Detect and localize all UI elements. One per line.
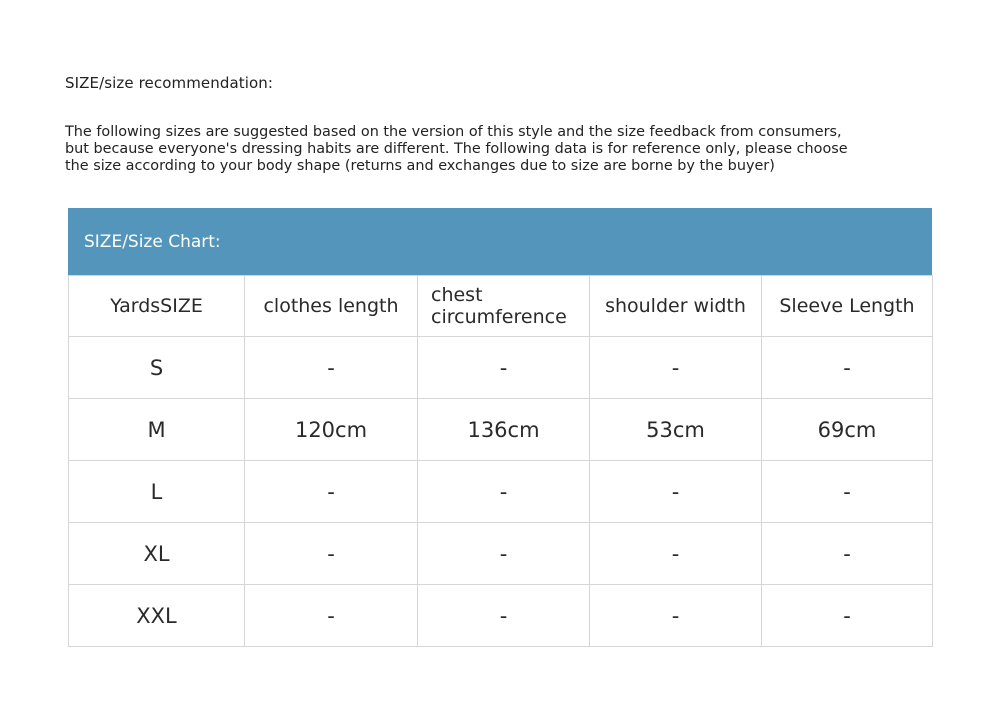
- size-label: XL: [69, 523, 245, 585]
- intro-paragraph: The following sizes are suggested based on the version of this style and the size feedback from consumers, but because everyone's dressing habits are different. The following data is for reference only, please choose the size according to your body shape (returns and exchanges due to size are borne by the buyer): [65, 124, 848, 174]
- sleeve-length-value: 69cm: [762, 399, 933, 461]
- sleeve-length-value: -: [762, 337, 933, 399]
- shoulder-width-value: -: [590, 523, 762, 585]
- sleeve-length-value: -: [762, 461, 933, 523]
- size-label: S: [69, 337, 245, 399]
- shoulder-width-value: 53cm: [590, 399, 762, 461]
- column-header-sleeve-length: Sleeve Length: [762, 276, 933, 337]
- clothes-length-value: 120cm: [245, 399, 418, 461]
- clothes-length-value: -: [245, 523, 418, 585]
- clothes-length-value: -: [245, 337, 418, 399]
- page-heading: SIZE/size recommendation:: [65, 74, 274, 92]
- chest-circumference-value: -: [418, 585, 590, 647]
- size-label: XXL: [69, 585, 245, 647]
- size-label: M: [69, 399, 245, 461]
- size-label: L: [69, 461, 245, 523]
- table-row: [69, 337, 933, 399]
- table-row: [69, 461, 933, 523]
- size-table: [68, 275, 933, 647]
- clothes-length-value: -: [245, 461, 418, 523]
- table-row: [69, 523, 933, 585]
- shoulder-width-value: -: [590, 461, 762, 523]
- column-header-clothes-length: clothes length: [245, 276, 418, 337]
- shoulder-width-value: -: [590, 337, 762, 399]
- size-chart-title: SIZE/Size Chart:: [68, 208, 932, 275]
- size-chart: [68, 208, 932, 647]
- table-header-row: [69, 276, 933, 337]
- column-header-shoulder-width: shoulder width: [590, 276, 762, 337]
- sleeve-length-value: -: [762, 523, 933, 585]
- column-header-chest-circumference: chest circumference: [418, 276, 590, 337]
- chest-circumference-value: -: [418, 523, 590, 585]
- clothes-length-value: -: [245, 585, 418, 647]
- shoulder-width-value: -: [590, 585, 762, 647]
- column-header-size: YardsSIZE: [69, 276, 245, 337]
- chest-circumference-value: 136cm: [418, 399, 590, 461]
- chest-circumference-value: -: [418, 337, 590, 399]
- sleeve-length-value: -: [762, 585, 933, 647]
- chest-circumference-value: -: [418, 461, 590, 523]
- table-row: [69, 399, 933, 461]
- table-row: [69, 585, 933, 647]
